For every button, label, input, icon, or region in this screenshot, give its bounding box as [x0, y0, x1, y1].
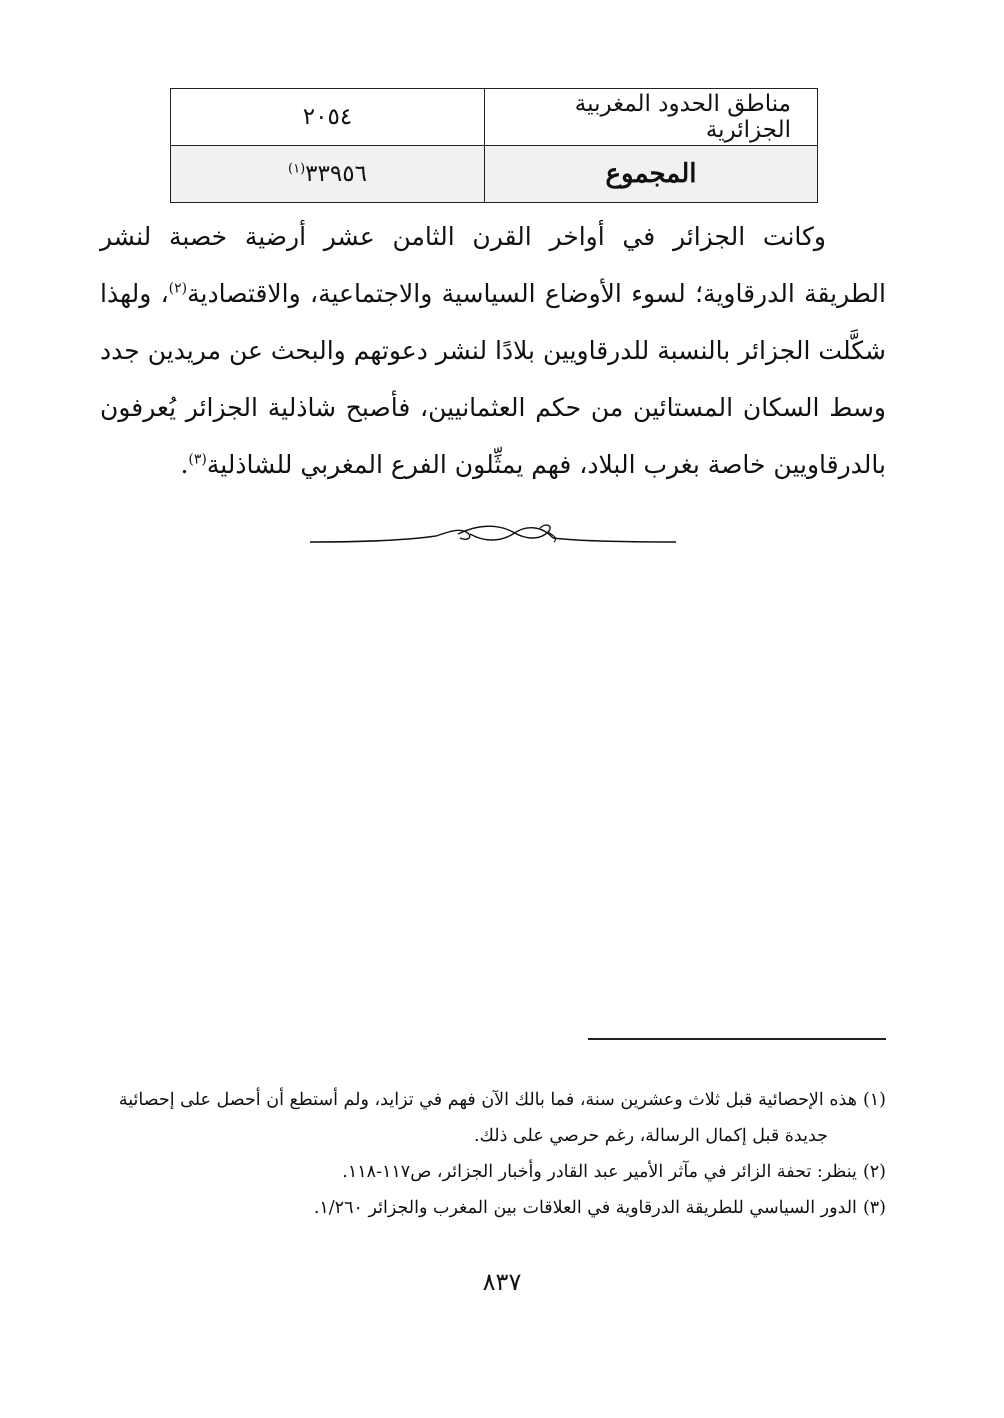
- footnote-ref[interactable]: (٣): [188, 451, 207, 468]
- footnote-number: (٢): [862, 1162, 886, 1182]
- page-number: ٨٣٧: [482, 1268, 522, 1296]
- footnote-item: [100, 1190, 886, 1226]
- statistics-table: [170, 88, 818, 203]
- footnote-text: الدور السياسي للطريقة الدرقاوية في العلاقات بين المغرب والجزائر ١/٢٦٠.: [313, 1198, 857, 1218]
- footnote-item: [100, 1082, 886, 1154]
- region-cell: [485, 89, 818, 146]
- paragraph-text: ، ولهذا شكَّلت الجزائر بالنسبة للدرقاويين بلادًا لنشر دعوتهم والبحث عن مريدين جدد وسط السكان المستائين من حكم العثمانيين، فأصبح شاذلية الجزائر يُعرفون بالدرقاويين خاصة بغرب البلاد، فهم يمثِّلون الفرع المغربي للشاذلية: [100, 279, 886, 479]
- footnote-text: جديدة قبل إكمال الرسالة، رغم حرصي على ذلك.: [473, 1126, 828, 1146]
- total-value-cell: [171, 146, 485, 203]
- total-value: ٣٣٩٥٦: [305, 161, 367, 187]
- table-row: [171, 89, 818, 146]
- ornament-divider-icon: [308, 518, 678, 558]
- footnote-ref[interactable]: (١): [288, 161, 306, 177]
- paragraph-text: وكانت الجزائر في أواخر القرن الثامن عشر أرضية خصبة لنشر الطريقة الدرقاوية؛ لسوء الأوضاع السياسية والاجتماعية، والاقتصادية: [100, 222, 886, 308]
- footnote-item: [100, 1154, 886, 1190]
- total-label: المجموع: [605, 159, 697, 189]
- table-row-total: [171, 146, 818, 203]
- paragraph-text: .: [180, 450, 189, 479]
- value-label: ٢٠٥٤: [302, 104, 353, 130]
- footnotes-list: [100, 1082, 886, 1226]
- footnote-ref[interactable]: (٢): [168, 280, 188, 297]
- value-cell: [171, 89, 485, 146]
- footnote-text: ينظر: تحفة الزائر في مآثر الأمير عبد القادر وأخبار الجزائر، ص١١٧-١١٨.: [342, 1162, 857, 1182]
- footnote-number: (٣): [862, 1198, 886, 1218]
- body-paragraph: [100, 208, 886, 493]
- footnote-text: هذه الإحصائية قبل ثلاث وعشرين سنة، فما بالك الآن فهم في تزايد، ولم أستطع أن أحصل على إحصائية: [118, 1090, 857, 1110]
- total-label-cell: [485, 146, 818, 203]
- footnote-number: (١): [862, 1090, 886, 1110]
- region-label: مناطق الحدود المغربية الجزائرية: [574, 91, 791, 143]
- footnote-separator: [588, 1038, 886, 1040]
